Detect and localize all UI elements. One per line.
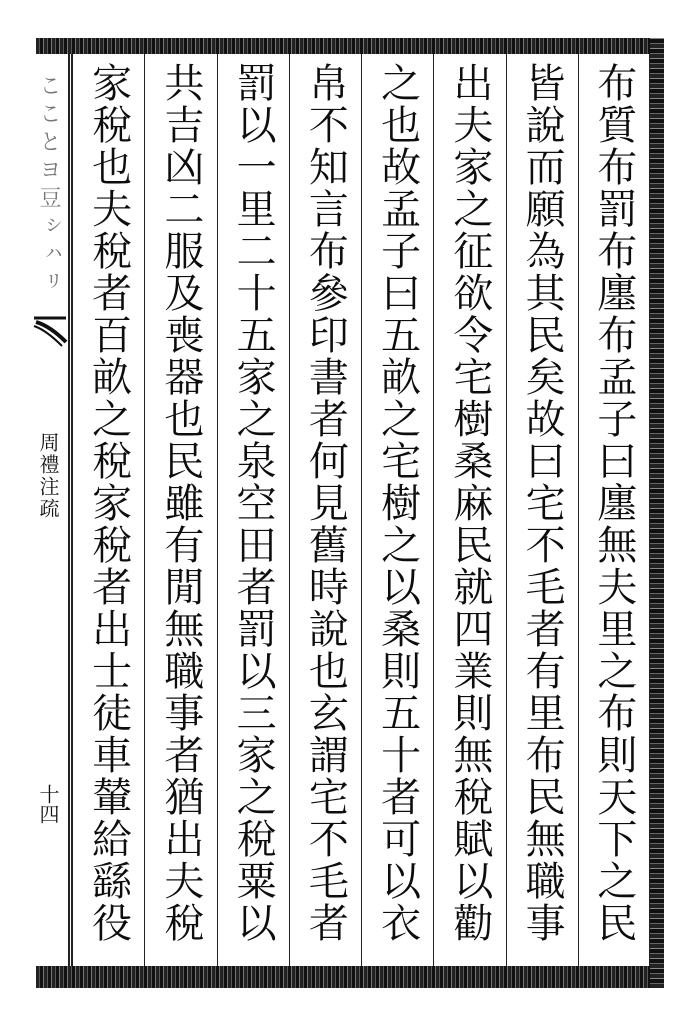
text-column-2 — [506, 54, 578, 966]
spine-title: 周禮注疏 — [36, 432, 60, 520]
column-text: 罰以一里二十五家之泉空田者罰以三家之稅粟以 — [230, 62, 277, 944]
text-column-3 — [433, 54, 505, 966]
text-column-7 — [144, 54, 216, 966]
spine-faded-text: こことヨ豆ㇱㇵㇼ — [36, 74, 61, 298]
book-spine — [30, 54, 68, 966]
text-column-5 — [289, 54, 361, 966]
text-columns — [72, 54, 650, 966]
column-text: 共吉凶二服及喪器也民雖有閒無職事者猶出夫稅 — [157, 62, 204, 944]
column-text: 帛不知言布參印書者何見舊時說也玄謂宅不毛者 — [302, 62, 349, 944]
top-border — [36, 38, 664, 54]
bottom-border — [36, 966, 664, 988]
column-text: 家稅也夫稅者百畝之稅家稅者出士徒車輦給繇役 — [85, 62, 132, 944]
text-column-6 — [217, 54, 289, 966]
column-text: 出夫家之征欲令宅樹桑麻民就四業則無稅賦以勸 — [446, 62, 493, 944]
right-border — [650, 38, 664, 988]
spine-page-number: 十四 — [36, 784, 60, 824]
column-text: 皆說而願為其民矣故曰宅不毛者有里布民無職事 — [519, 62, 566, 944]
fishtail-mark-icon — [32, 316, 68, 348]
column-text: 布質布罰布廛布孟子曰廛無夫里之布則天下之民 — [590, 62, 637, 944]
text-column-1 — [578, 54, 650, 966]
column-text: 之也故孟子曰五畝之宅樹之以桑則五十者可以衣 — [374, 62, 421, 944]
text-column-4 — [361, 54, 433, 966]
text-column-8 — [72, 54, 144, 966]
spine-rule — [68, 54, 70, 966]
